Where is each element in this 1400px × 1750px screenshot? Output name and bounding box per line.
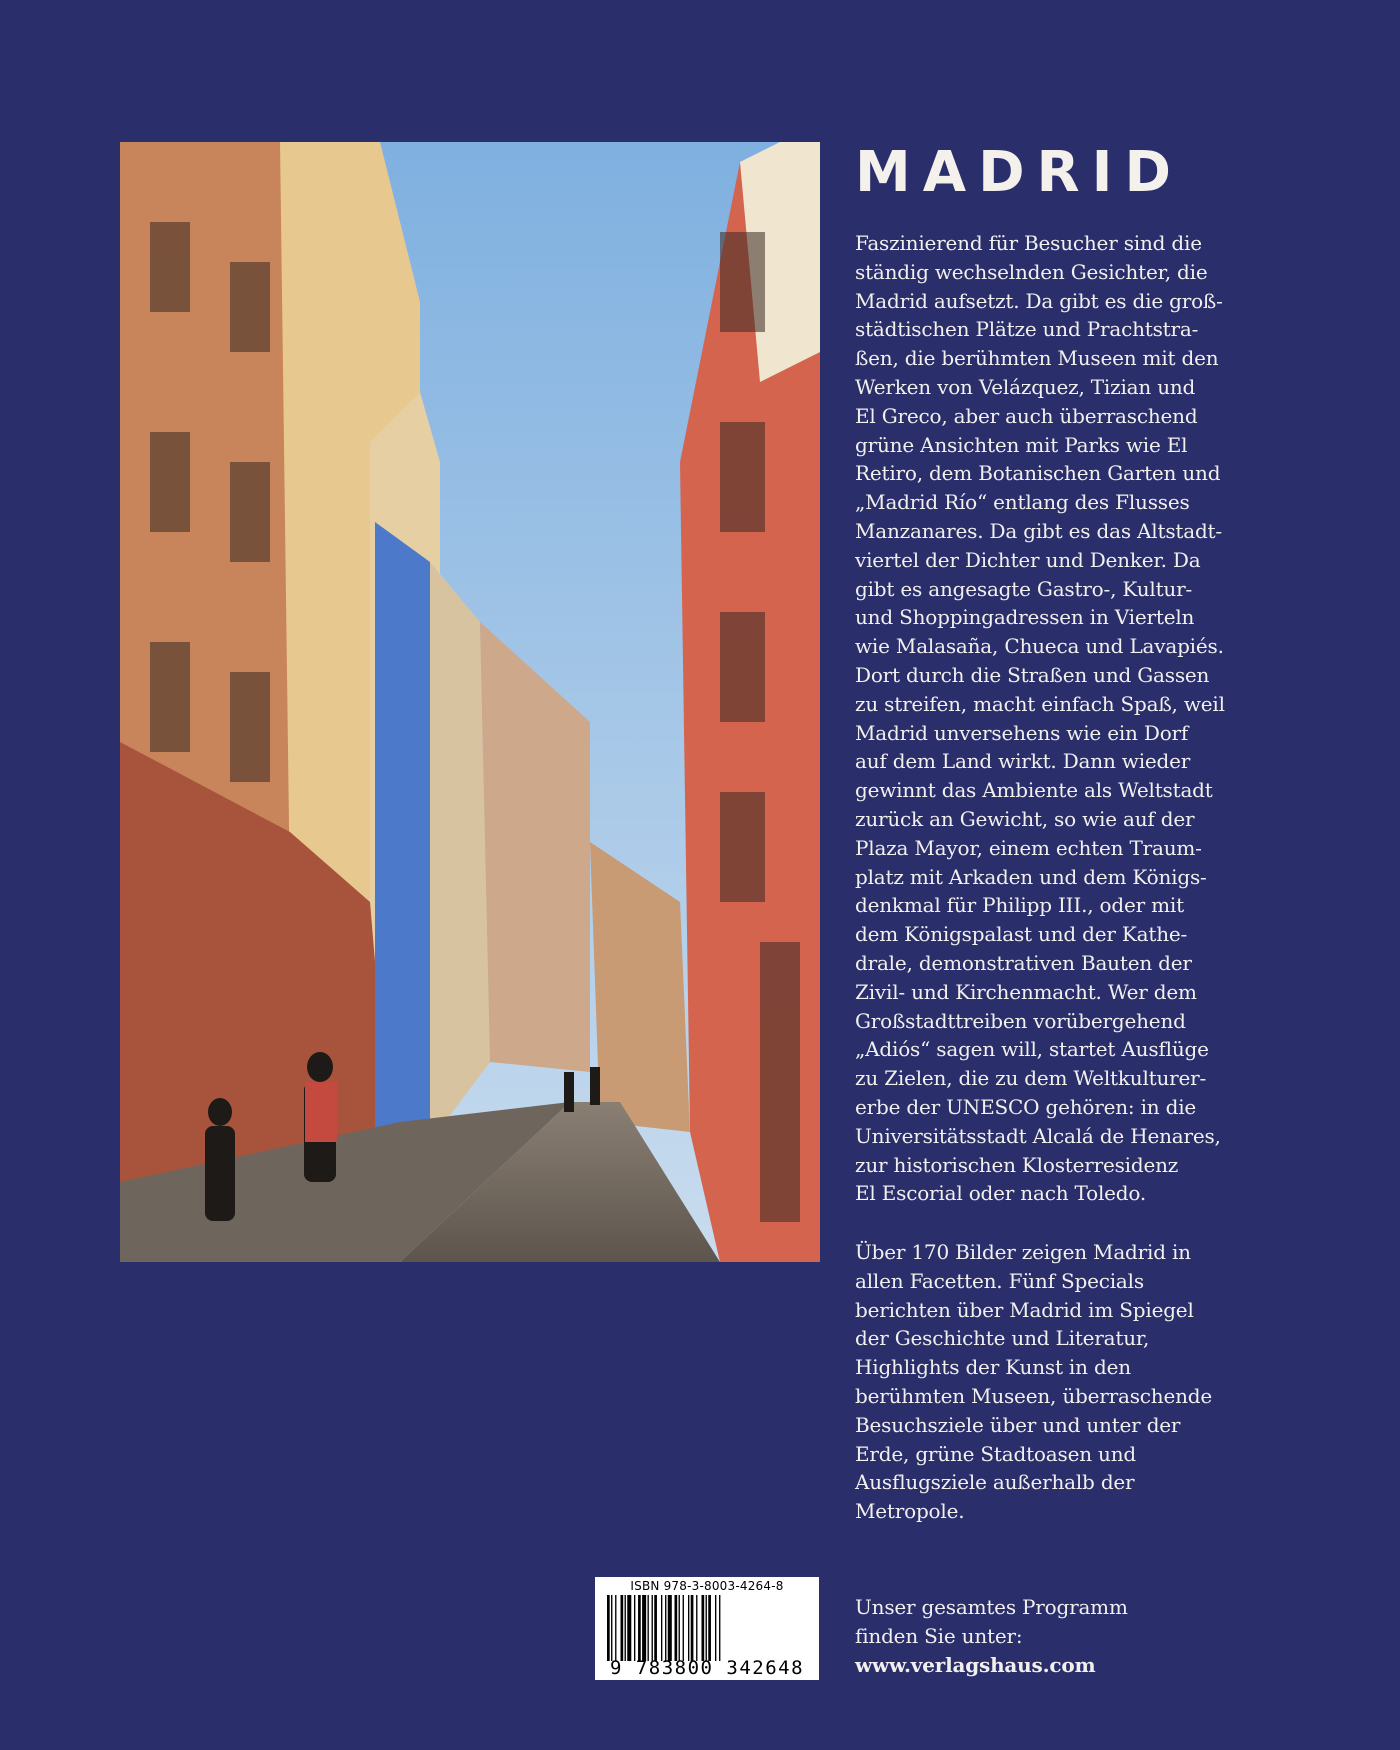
barcode-bar: [607, 1595, 610, 1661]
barcode-bar: [715, 1595, 716, 1661]
features-paragraph: Über 170 Bilder zeigen Madrid in allen Facetten. Fünf Specials berichten über Madrid im Spiegel der Geschichte und Literatur, Highlights der Kunst in den berühmten Museen, überraschende Besuchsziele über und unter der Erde, grüne Stadtoasen und Ausflugsziele außerhalb der Metropole.: [855, 1240, 1212, 1524]
publisher-url[interactable]: www.verlagshaus.com: [855, 1652, 1096, 1677]
barcode-bar: [654, 1595, 657, 1661]
barcode-bar: [642, 1595, 646, 1661]
barcode-bar: [621, 1595, 624, 1661]
cover-photo-street: [120, 142, 820, 1262]
barcode-bar: [665, 1595, 666, 1661]
isbn-label: ISBN 978-3-8003-4264-8: [630, 1579, 784, 1593]
barcode-bar: [691, 1595, 694, 1661]
barcode-bar: [675, 1595, 678, 1661]
barcode-bar: [661, 1595, 662, 1661]
barcode-bar: [652, 1595, 653, 1661]
barcode-bar: [611, 1595, 612, 1661]
barcode-bar: [625, 1595, 626, 1661]
promo-text: Unser gesamtes Programm finden Sie unter:: [855, 1595, 1128, 1648]
ean-digits: 9 783800 342648: [609, 1657, 805, 1679]
publisher-promo: [855, 1593, 1285, 1679]
book-title: MADRID: [855, 140, 1183, 205]
description-paragraph: Faszinierend für Besucher sind die ständig wechselnden Gesichter, die Madrid aufsetzt. Da gibt es die groß- städtischen Plätze und Prachtstra- ßen, die berühmten Museen mit den Werken von Velázquez, Tizian und El Greco, aber auch überraschend grüne Ansichten mit Parks wie El Retiro, dem Botanischen Garten und „Madrid Río“ entlang des Flusses Manzanares. Da gibt es das Altstadt- viertel der Dichter und Denker. Da gibt es angesagte Gastro-, Kultur- und Shoppingadressen in Vierteln wie Malasaña, Chueca und Lavapiés. Dort durch die Straßen und Gassen zu streifen, macht einfach Spaß, weil Madrid unversehens wie ein Dorf auf dem Land wirkt. Dann wieder gewinnt das Ambiente als Weltstadt zurück an Gewicht, so wie auf der Plaza Mayor, einem echten Traum- platz mit Arkaden und dem Königs- denkmal für Philipp III., oder mit dem Königspalast und der Kathe- drale, demonstrativen Bauten der Zivil- und Kirchenmacht. Wer dem Großstadttreiben vorübergehend „Adiós“ sagen will, startet Ausflüge zu Zielen, die zu dem Weltkulturer- erbe der UNESCO gehören: in die Universitätsstadt Alcalá de Henares, zur historischen Klosterresidenz El Escorial oder nach Toledo.: [855, 231, 1225, 1206]
barcode-bar: [706, 1595, 707, 1661]
barcode-bar: [615, 1595, 616, 1661]
barcode-bar: [627, 1595, 631, 1661]
barcode-bars: [607, 1595, 813, 1661]
barcode-bar: [634, 1595, 635, 1661]
barcode-bar: [702, 1595, 705, 1661]
barcode-bar: [668, 1595, 672, 1661]
barcode-bar: [719, 1595, 720, 1661]
barcode-bar: [683, 1595, 684, 1661]
barcode-bar: [708, 1595, 711, 1661]
barcode-bar: [696, 1595, 697, 1661]
barcode: [595, 1577, 819, 1680]
barcode-bar: [679, 1595, 680, 1661]
barcode-bar: [688, 1595, 689, 1661]
barcode-bar: [638, 1595, 641, 1661]
barcode-bar: [648, 1595, 649, 1661]
